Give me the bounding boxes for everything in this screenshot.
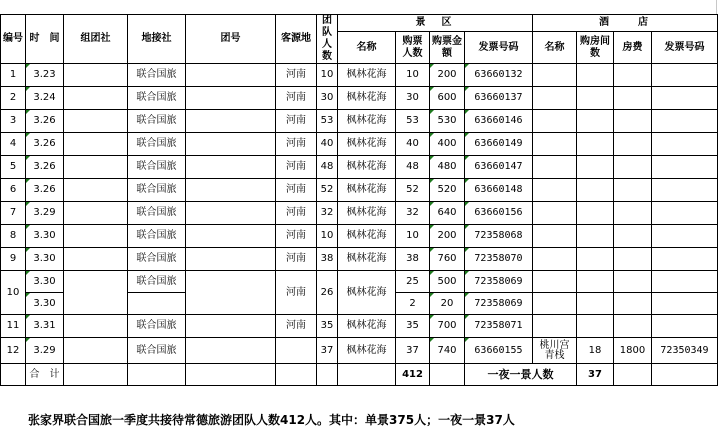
row-group-size: 32 (317, 202, 338, 225)
row-rooms (577, 64, 614, 87)
row-ticket-amount: 530 (430, 110, 465, 133)
row-ticket-count: 35 (396, 315, 430, 338)
header-room-fee: 房费 (614, 32, 652, 64)
row-origin: 河南 (276, 271, 317, 315)
row-hotel: 桃川宫青栈 (533, 338, 577, 364)
row-receiver: 联合国旅 (128, 179, 186, 202)
row-scenic-name: 枫林花海 (338, 271, 396, 315)
row-group-no (186, 248, 276, 271)
row-ticket-count: 32 (396, 202, 430, 225)
total-empty (276, 364, 317, 386)
row-origin: 河南 (276, 225, 317, 248)
header-tickets-amount: 购票金额 (430, 32, 465, 64)
row-ticket-count: 52 (396, 179, 430, 202)
row-ticket-count: 2 (396, 293, 430, 315)
total-tickets: 412 (396, 364, 430, 386)
row-hotel-invoice (652, 293, 718, 315)
row-organizer (64, 110, 128, 133)
row-organizer (64, 271, 128, 315)
total-empty (64, 364, 128, 386)
row-ticket-amount: 400 (430, 133, 465, 156)
header-origin: 客源地 (276, 15, 317, 64)
table-row (1, 248, 718, 271)
row-date: 3.26 (26, 133, 64, 156)
row-receiver: 联合国旅 (128, 271, 186, 293)
row-ticket-count: 25 (396, 271, 430, 293)
header-hotel-name: 名称 (533, 32, 577, 64)
row-fee (614, 225, 652, 248)
row-group-size: 38 (317, 248, 338, 271)
row-fee (614, 293, 652, 315)
row-organizer (64, 248, 128, 271)
header-hotel: 酒 店 (533, 15, 718, 32)
row-hotel-invoice (652, 202, 718, 225)
row-fee (614, 156, 652, 179)
row-rooms (577, 202, 614, 225)
row-fee (614, 179, 652, 202)
row-fee (614, 64, 652, 87)
row-hotel (533, 179, 577, 202)
header-rooms: 购房间数 (577, 32, 614, 64)
row-origin: 河南 (276, 202, 317, 225)
row-scenic-name: 枫林花海 (338, 202, 396, 225)
total-empty (614, 364, 652, 386)
row-ticket-amount: 760 (430, 248, 465, 271)
table-row (1, 179, 718, 202)
row-seq: 3 (1, 110, 26, 133)
row-hotel-invoice (652, 271, 718, 293)
row-ticket-amount: 500 (430, 271, 465, 293)
row-invoice: 63660132 (465, 64, 533, 87)
header-hotel-invoice: 发票号码 (652, 32, 718, 64)
row-invoice: 63660148 (465, 179, 533, 202)
total-empty (128, 364, 186, 386)
row-seq: 10 (1, 271, 26, 315)
row-invoice: 63660149 (465, 133, 533, 156)
row-origin: 河南 (276, 133, 317, 156)
row-hotel-invoice (652, 248, 718, 271)
row-invoice: 72358069 (465, 271, 533, 293)
row-group-no (186, 64, 276, 87)
total-empty (186, 364, 276, 386)
row-organizer (64, 202, 128, 225)
header-scenic-name: 名称 (338, 32, 396, 64)
row-ticket-count: 48 (396, 156, 430, 179)
row-hotel (533, 202, 577, 225)
row-scenic-name: 枫林花海 (338, 179, 396, 202)
row-hotel (533, 271, 577, 293)
row-invoice: 72358071 (465, 315, 533, 338)
summary-footer: 张家界联合国旅一季度共接待常德旅游团队人数412人。其中：单景375人；一夜一景37人 (28, 413, 515, 427)
row-group-no (186, 133, 276, 156)
row-organizer (64, 133, 128, 156)
row-date: 3.24 (26, 87, 64, 110)
row-hotel-invoice: 72350349 (652, 338, 718, 364)
row-ticket-amount: 200 (430, 225, 465, 248)
row-organizer (64, 64, 128, 87)
row-origin: 河南 (276, 156, 317, 179)
row-rooms (577, 87, 614, 110)
row-rooms (577, 293, 614, 315)
row-hotel-invoice (652, 156, 718, 179)
row-ticket-count: 37 (396, 338, 430, 364)
row-seq: 12 (1, 338, 26, 364)
row-hotel-invoice (652, 179, 718, 202)
row-ticket-amount: 740 (430, 338, 465, 364)
header-invoice-no: 发票号码 (465, 32, 533, 64)
header-date: 时 间 (26, 15, 64, 64)
row-scenic-name: 枫林花海 (338, 315, 396, 338)
row-rooms (577, 248, 614, 271)
table-row (1, 338, 718, 364)
header-row-1 (1, 15, 718, 32)
header-seq: 编号 (1, 15, 26, 64)
row-scenic-name: 枫林花海 (338, 248, 396, 271)
row-receiver: 联合国旅 (128, 64, 186, 87)
row-group-size: 48 (317, 156, 338, 179)
row-ticket-count: 40 (396, 133, 430, 156)
row-origin: 河南 (276, 179, 317, 202)
row-receiver: 联合国旅 (128, 87, 186, 110)
row-fee (614, 133, 652, 156)
row-ticket-count: 30 (396, 87, 430, 110)
row-date: 3.29 (26, 202, 64, 225)
row-group-size: 10 (317, 225, 338, 248)
row-invoice: 72358069 (465, 293, 533, 315)
row-seq: 6 (1, 179, 26, 202)
row-hotel-invoice (652, 315, 718, 338)
row-ticket-count: 38 (396, 248, 430, 271)
row-rooms (577, 315, 614, 338)
row-invoice: 63660156 (465, 202, 533, 225)
row-origin (276, 338, 317, 364)
row-origin: 河南 (276, 64, 317, 87)
row-group-size: 40 (317, 133, 338, 156)
row-seq: 1 (1, 64, 26, 87)
row-date: 3.30 (26, 271, 64, 293)
row-organizer (64, 87, 128, 110)
row-receiver: 联合国旅 (128, 225, 186, 248)
row-hotel-invoice (652, 225, 718, 248)
header-group-size: 团队人数 (317, 15, 338, 64)
row-hotel (533, 64, 577, 87)
row-group-no (186, 87, 276, 110)
row-scenic-name: 枫林花海 (338, 156, 396, 179)
row-seq: 8 (1, 225, 26, 248)
header-organizer: 组团社 (64, 15, 128, 64)
row-origin: 河南 (276, 87, 317, 110)
row-group-no (186, 179, 276, 202)
row-group-size: 35 (317, 315, 338, 338)
row-date: 3.26 (26, 156, 64, 179)
row-date: 3.30 (26, 293, 64, 315)
row-ticket-amount: 640 (430, 202, 465, 225)
row-rooms (577, 271, 614, 293)
row-group-no (186, 156, 276, 179)
row-date: 3.23 (26, 64, 64, 87)
row-scenic-name: 枫林花海 (338, 133, 396, 156)
row-seq: 5 (1, 156, 26, 179)
row-ticket-count: 10 (396, 225, 430, 248)
row-invoice: 63660155 (465, 338, 533, 364)
total-empty (430, 364, 465, 386)
row-hotel-invoice (652, 87, 718, 110)
row-origin: 河南 (276, 110, 317, 133)
row-organizer (64, 315, 128, 338)
row-hotel (533, 293, 577, 315)
header-group-no: 团号 (186, 15, 276, 64)
row-hotel-invoice (652, 110, 718, 133)
row-rooms (577, 133, 614, 156)
row-rooms (577, 156, 614, 179)
table-row (1, 133, 718, 156)
row-invoice: 63660146 (465, 110, 533, 133)
row-scenic-name: 枫林花海 (338, 110, 396, 133)
row-ticket-amount: 20 (430, 293, 465, 315)
row-ticket-amount: 200 (430, 64, 465, 87)
row-date: 3.29 (26, 338, 64, 364)
row-fee (614, 202, 652, 225)
row-group-no (186, 315, 276, 338)
total-label: 合 计 (26, 364, 64, 386)
row-date: 3.26 (26, 179, 64, 202)
row-fee: 1800 (614, 338, 652, 364)
row-invoice: 63660137 (465, 87, 533, 110)
table-row (1, 315, 718, 338)
row-group-size: 26 (317, 271, 338, 315)
row-scenic-name: 枫林花海 (338, 225, 396, 248)
row-date: 3.30 (26, 248, 64, 271)
row-receiver (128, 293, 186, 315)
row-invoice: 72358070 (465, 248, 533, 271)
row-rooms (577, 225, 614, 248)
row-group-size: 30 (317, 87, 338, 110)
row-fee (614, 87, 652, 110)
row-seq: 4 (1, 133, 26, 156)
table-row (1, 202, 718, 225)
row-organizer (64, 179, 128, 202)
row-fee (614, 315, 652, 338)
total-row (1, 364, 718, 386)
header-receiver: 地接社 (128, 15, 186, 64)
row-receiver: 联合国旅 (128, 156, 186, 179)
row-fee (614, 248, 652, 271)
total-rooms: 37 (577, 364, 614, 386)
row-group-size: 37 (317, 338, 338, 364)
table-row (1, 87, 718, 110)
table-row (1, 64, 718, 87)
total-empty (338, 364, 396, 386)
total-empty (652, 364, 718, 386)
table-row (1, 225, 718, 248)
row-hotel-invoice (652, 133, 718, 156)
row-fee (614, 110, 652, 133)
row-receiver: 联合国旅 (128, 248, 186, 271)
row-hotel-invoice (652, 64, 718, 87)
row-invoice: 63660147 (465, 156, 533, 179)
total-empty (317, 364, 338, 386)
row-ticket-amount: 700 (430, 315, 465, 338)
row-origin: 河南 (276, 315, 317, 338)
row-receiver: 联合国旅 (128, 315, 186, 338)
row-receiver: 联合国旅 (128, 202, 186, 225)
row-hotel (533, 156, 577, 179)
row-group-no (186, 225, 276, 248)
total-seq (1, 364, 26, 386)
row-fee (614, 271, 652, 293)
row-group-size: 10 (317, 64, 338, 87)
row-rooms (577, 110, 614, 133)
row-hotel (533, 225, 577, 248)
row-organizer (64, 225, 128, 248)
row-group-no (186, 271, 276, 315)
table-row (1, 156, 718, 179)
row-ticket-amount: 600 (430, 87, 465, 110)
row-hotel (533, 133, 577, 156)
row-ticket-amount: 520 (430, 179, 465, 202)
row-date: 3.30 (26, 225, 64, 248)
row-hotel (533, 248, 577, 271)
row-rooms (577, 179, 614, 202)
row-ticket-amount: 480 (430, 156, 465, 179)
table-row (1, 271, 718, 293)
row-scenic-name: 枫林花海 (338, 87, 396, 110)
row-hotel (533, 87, 577, 110)
total-note: 一夜一景人数 (465, 364, 577, 386)
row-date: 3.26 (26, 110, 64, 133)
row-rooms: 18 (577, 338, 614, 364)
row-organizer (64, 156, 128, 179)
header-scenic-area: 景 区 (338, 15, 533, 32)
row-seq: 11 (1, 315, 26, 338)
row-group-size: 52 (317, 179, 338, 202)
row-group-no (186, 202, 276, 225)
row-seq: 2 (1, 87, 26, 110)
table-row (1, 110, 718, 133)
row-ticket-count: 53 (396, 110, 430, 133)
row-seq: 9 (1, 248, 26, 271)
row-receiver: 联合国旅 (128, 338, 186, 364)
row-hotel (533, 315, 577, 338)
row-group-no (186, 110, 276, 133)
row-seq: 7 (1, 202, 26, 225)
row-date: 3.31 (26, 315, 64, 338)
row-hotel (533, 110, 577, 133)
row-origin: 河南 (276, 248, 317, 271)
row-scenic-name: 枫林花海 (338, 338, 396, 364)
row-invoice: 72358068 (465, 225, 533, 248)
row-group-size: 53 (317, 110, 338, 133)
row-group-no (186, 338, 276, 364)
header-tickets-count: 购票人数 (396, 32, 430, 64)
sheet-top-gridline (0, 0, 717, 14)
row-receiver: 联合国旅 (128, 133, 186, 156)
row-ticket-count: 10 (396, 64, 430, 87)
row-organizer (64, 338, 128, 364)
row-scenic-name: 枫林花海 (338, 64, 396, 87)
row-receiver: 联合国旅 (128, 110, 186, 133)
group-statistics-table (0, 14, 718, 386)
